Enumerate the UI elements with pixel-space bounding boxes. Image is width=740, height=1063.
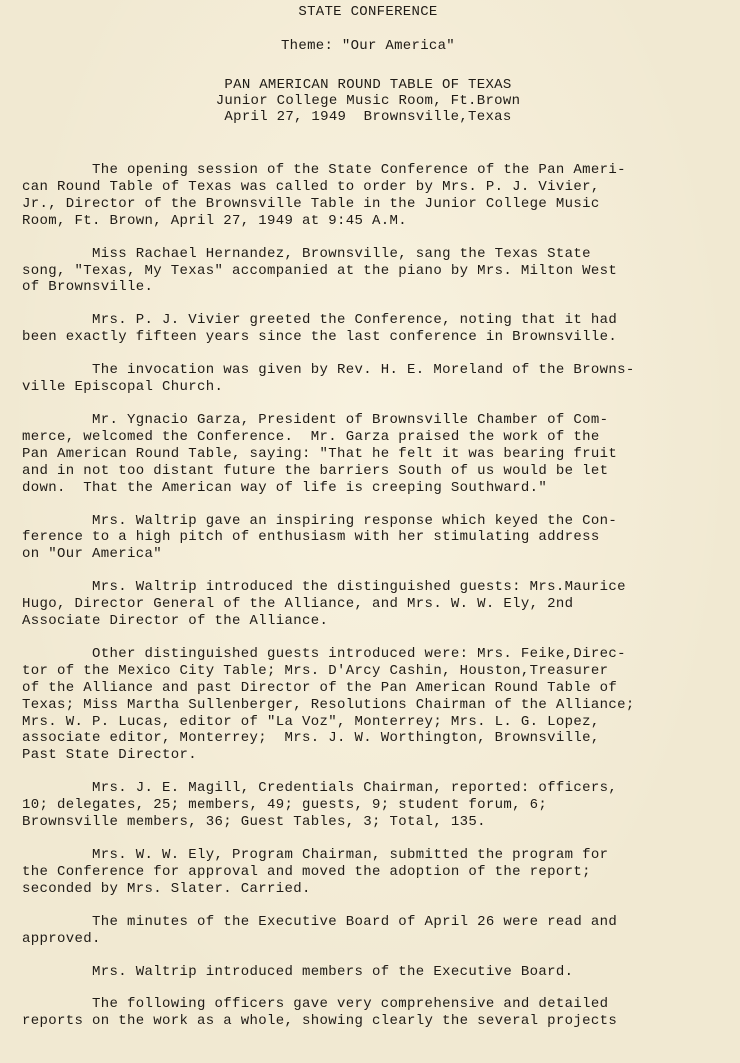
text-line: Mr. Ygnacio Garza, President of Brownsville Chamber of Com- xyxy=(22,411,609,428)
text-line: Other distinguished guests introduced were: Mrs. Feike,Direc- xyxy=(22,645,626,662)
text-line: Mrs. J. E. Magill, Credentials Chairman, reported: officers, xyxy=(22,780,618,797)
text-line: The invocation was given by Rev. H. E. Moreland of the Browns- xyxy=(22,362,635,379)
text-line: on "Our America" xyxy=(22,546,163,563)
paragraph xyxy=(22,646,714,764)
text-line: Texas; Miss Martha Sullenberger, Resolutions Chairman of the Alliance; xyxy=(22,696,635,713)
text-line: The following officers gave very comprehensive and detailed xyxy=(22,996,609,1013)
text-line: Mrs. Waltrip gave an inspiring response which keyed the Con- xyxy=(22,512,618,529)
organization-name: PAN AMERICAN ROUND TABLE OF TEXAS xyxy=(224,77,512,93)
date-line: April 27, 1949 Brownsville,Texas xyxy=(224,109,512,125)
text-line: The opening session of the State Conference of the Pan Ameri- xyxy=(22,162,626,178)
paragraph xyxy=(22,412,714,497)
text-line: Hugo, Director General of the Alliance, and Mrs. W. W. Ely, 2nd xyxy=(22,596,574,613)
text-line: tor of the Mexico City Table; Mrs. D'Arcy Cashin, Houston,Treasurer xyxy=(22,662,609,679)
text-line: Associate Director of the Alliance. xyxy=(22,613,329,630)
text-line: Mrs. W. P. Lucas, editor of "La Voz", Monterrey; Mrs. L. G. Lopez, xyxy=(22,713,600,730)
text-line: and in not too distant future the barriers South of us would be let xyxy=(22,462,609,479)
text-line: the Conference for approval and moved the adoption of the report; xyxy=(22,863,591,880)
text-line: Mrs. Waltrip introduced members of the Executive Board. xyxy=(22,963,574,980)
paragraph xyxy=(22,996,714,1030)
text-line: Room, Ft. Brown, April 27, 1949 at 9:45 A.M. xyxy=(22,212,408,229)
text-line: song, "Texas, My Texas" accompanied at the piano by Mrs. Milton West xyxy=(22,262,618,279)
text-line: associate editor, Monterrey; Mrs. J. W. Worthington, Brownsville, xyxy=(22,730,600,747)
text-line: Pan American Round Table, saying: "That he felt it was bearing fruit xyxy=(22,445,618,462)
paragraph xyxy=(22,579,714,630)
text-line: been exactly fifteen years since the last conference in Brownsville. xyxy=(22,329,618,346)
paragraph xyxy=(22,246,714,297)
text-line: ville Episcopal Church. xyxy=(22,379,224,396)
document-title: STATE CONFERENCE xyxy=(298,4,438,20)
text-line: can Round Table of Texas was called to order by Mrs. P. J. Vivier, xyxy=(22,178,600,195)
paragraph xyxy=(22,362,714,396)
text-line: Past State Director. xyxy=(22,747,198,764)
paragraph xyxy=(22,162,714,230)
conference-theme: Theme: "Our America" xyxy=(280,38,456,54)
body-text xyxy=(22,162,714,1030)
text-line: Mrs. P. J. Vivier greeted the Conference, noting that it had xyxy=(22,312,618,329)
paragraph xyxy=(22,312,714,346)
paragraph xyxy=(22,914,714,948)
text-line: of Brownsville. xyxy=(22,279,154,296)
paragraph xyxy=(22,847,714,898)
text-line: seconded by Mrs. Slater. Carried. xyxy=(22,880,311,897)
text-line: 10; delegates, 25; members, 49; guests, 9; student forum, 6; xyxy=(22,797,548,814)
venue-line: Junior College Music Room, Ft.Brown xyxy=(215,93,521,109)
text-line: Mrs. W. W. Ely, Program Chairman, submitted the program for xyxy=(22,847,609,863)
text-line: Mrs. Waltrip introduced the distinguished guests: Mrs.Maurice xyxy=(22,579,626,596)
paragraph xyxy=(22,513,714,564)
text-line: approved. xyxy=(22,930,101,947)
text-line: The minutes of the Executive Board of April 26 were read and xyxy=(22,913,618,930)
paragraph xyxy=(22,780,714,831)
text-line: reports on the work as a whole, showing clearly the several projects xyxy=(22,1013,618,1030)
text-line: down. That the American way of life is creeping Southward." xyxy=(22,479,548,496)
text-line: Miss Rachael Hernandez, Brownsville, sang the Texas State xyxy=(22,245,591,262)
header-block xyxy=(22,77,714,125)
paragraph xyxy=(22,964,714,981)
text-line: merce, welcomed the Conference. Mr. Garza praised the work of the xyxy=(22,428,600,445)
text-line: of the Alliance and past Director of the Pan American Round Table of xyxy=(22,679,618,696)
text-line: Jr., Director of the Brownsville Table in the Junior College Music xyxy=(22,195,600,212)
text-line: Brownsville members, 36; Guest Tables, 3; Total, 135. xyxy=(22,814,486,831)
text-line: ference to a high pitch of enthusiasm with her stimulating address xyxy=(22,529,600,546)
